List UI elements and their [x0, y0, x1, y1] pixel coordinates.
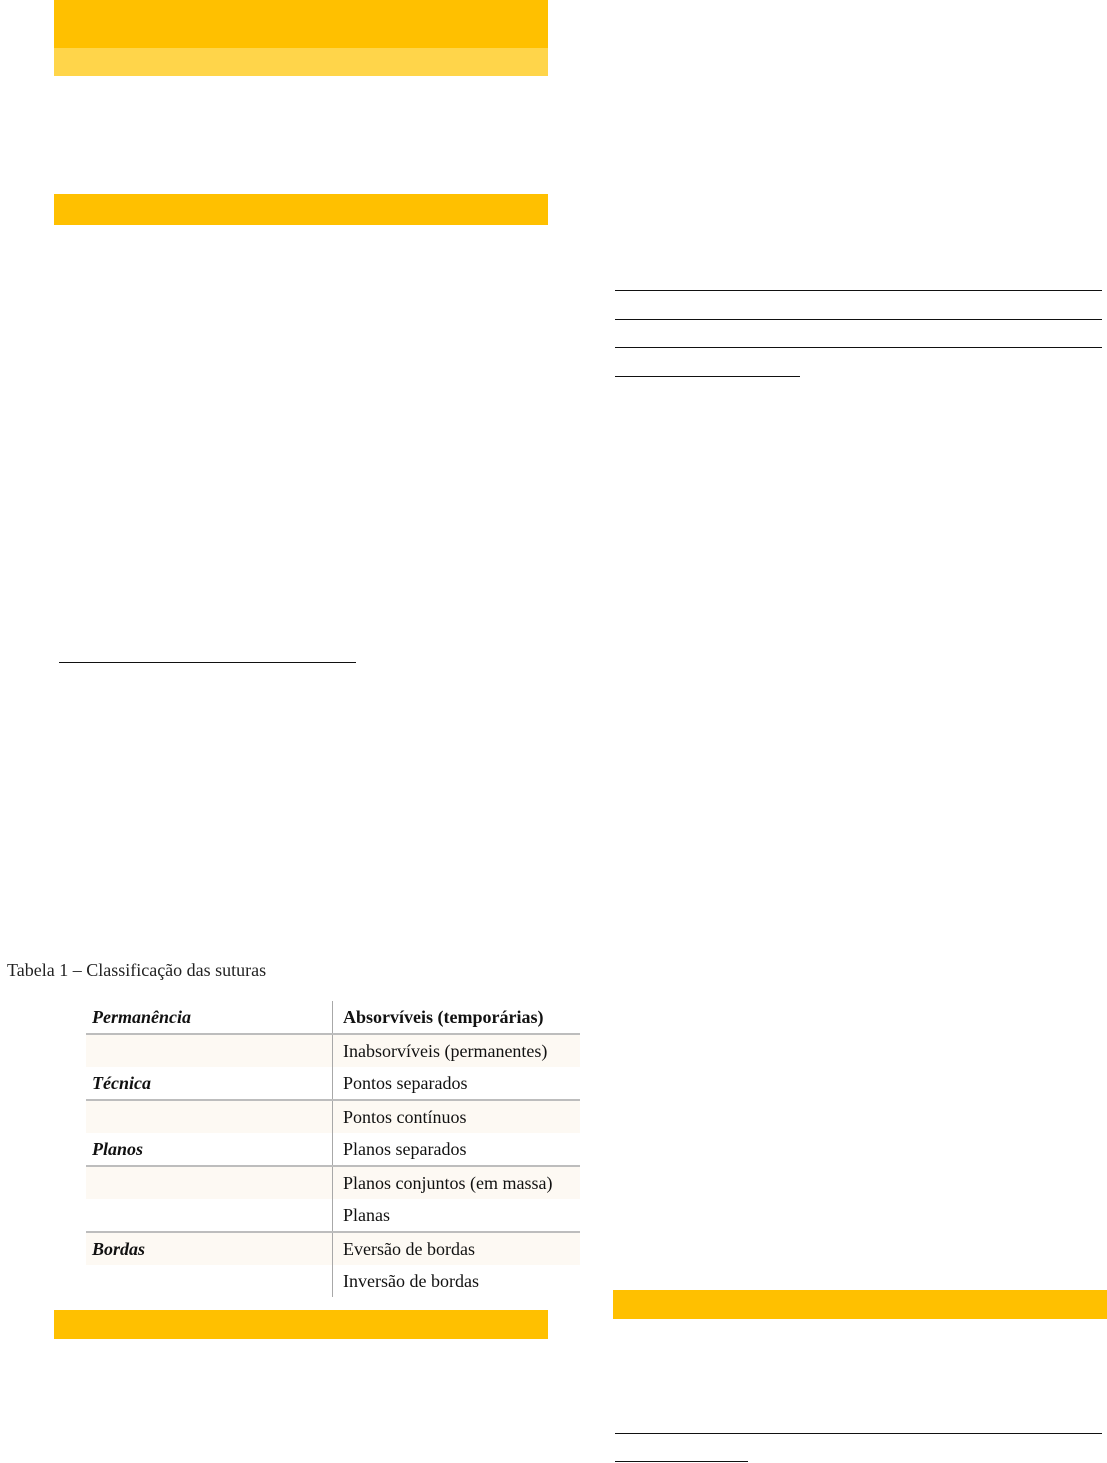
table-row — [86, 1232, 580, 1265]
underline-rule-4 — [615, 347, 1102, 348]
table-cell-value: Planos conjuntos (em massa) — [333, 1166, 581, 1199]
table-cell-category: Técnica — [92, 1072, 151, 1093]
underline-rule-2 — [615, 290, 1102, 291]
section-bar-3 — [613, 1290, 1107, 1319]
table-cell-value: Planas — [333, 1199, 581, 1232]
table-cell-value: Eversão de bordas — [333, 1232, 581, 1265]
table-caption: Tabela 1 – Classificação das suturas — [7, 960, 267, 980]
suture-classification-table — [86, 1001, 580, 1297]
table-row — [86, 1034, 580, 1067]
table-cell-category: Planos — [92, 1138, 144, 1159]
table-cell-category — [86, 1199, 333, 1232]
table-cell-category: Permanência — [92, 1006, 191, 1027]
underline-rule-3 — [615, 319, 1102, 320]
table-row — [86, 1100, 580, 1133]
table-cell-value: Absorvíveis (temporárias) — [333, 1001, 581, 1034]
section-bar-2 — [54, 1310, 548, 1339]
table-cell-value: Pontos contínuos — [333, 1100, 581, 1133]
section-bar-1 — [54, 194, 548, 225]
table-cell-value: Inversão de bordas — [333, 1265, 581, 1297]
table-row — [86, 1133, 580, 1166]
header-bar-top — [54, 0, 548, 48]
table-row — [86, 1199, 580, 1232]
underline-rule-5 — [615, 376, 800, 377]
table-cell-category — [86, 1100, 333, 1133]
table-row — [86, 1166, 580, 1199]
table-cell-category — [86, 1034, 333, 1067]
table-cell-category — [86, 1166, 333, 1199]
table-cell-category: Bordas — [86, 1232, 333, 1265]
underline-rule-7 — [615, 1461, 748, 1462]
table-cell-category — [86, 1265, 333, 1297]
table-row — [86, 1265, 580, 1297]
table-row — [86, 1067, 580, 1100]
header-bar-top-light — [54, 48, 548, 76]
table-cell-value: Inabsorvíveis (permanentes) — [333, 1034, 581, 1067]
underline-rule-6 — [615, 1433, 1102, 1434]
table-cell-value: Planos separados — [333, 1133, 581, 1166]
underline-rule-1 — [59, 662, 356, 663]
table-row — [86, 1001, 580, 1034]
table-cell-value: Pontos separados — [333, 1067, 581, 1100]
